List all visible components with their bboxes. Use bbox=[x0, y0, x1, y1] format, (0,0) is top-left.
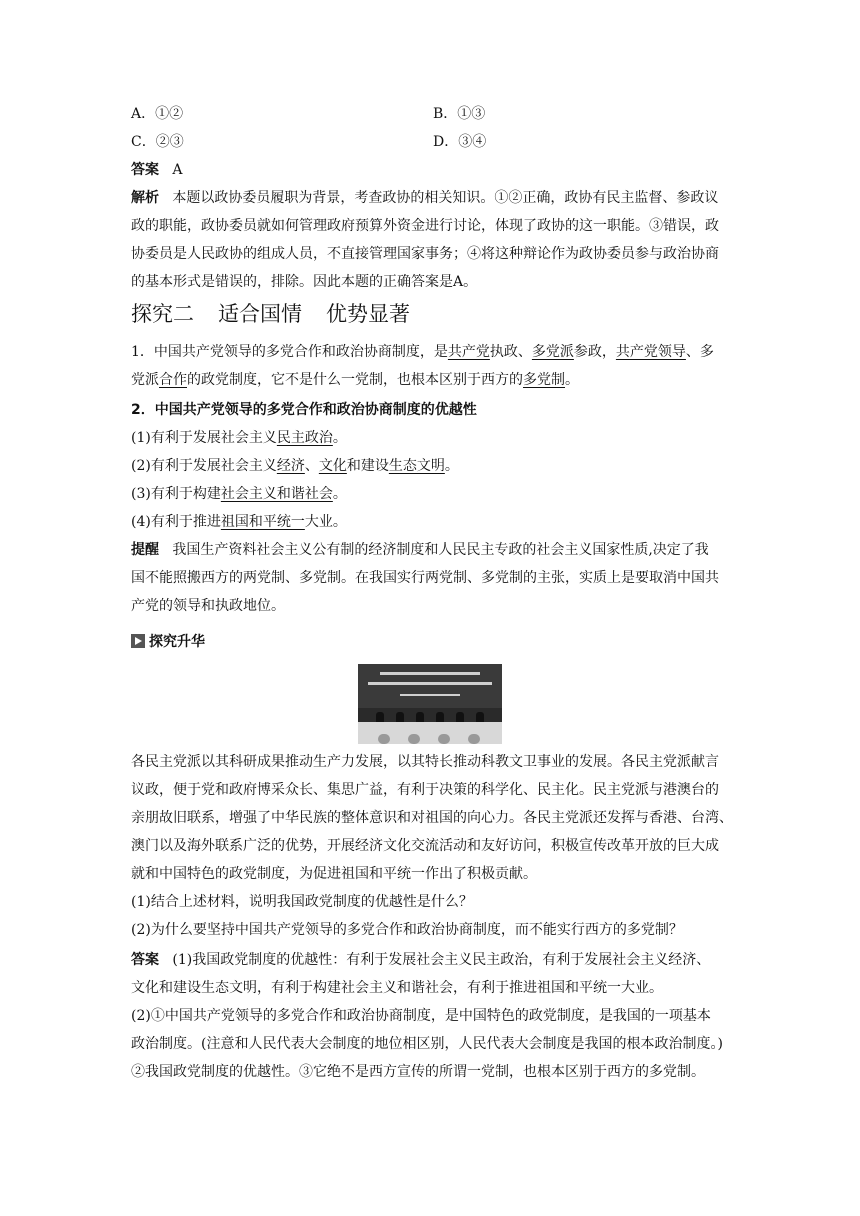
material-line-5: 就和中国特色的政党制度，为促进祖国和平统一作出了积极贡献。 bbox=[131, 866, 537, 882]
analysis-line-3: 协委员是人民政协的组成人员，不直接管理国家事务；④将这种辩论作为政协委员参与政治协商 bbox=[131, 246, 719, 262]
material-line-1: 各民主党派以其科研成果推动生产力发展，以其特长推动科教文卫事业的发展。各民主党派献言 bbox=[131, 754, 719, 770]
option-a: A．①② bbox=[131, 106, 184, 122]
section-heading: 探究二 适合国情 优势显著 bbox=[131, 302, 410, 326]
advantage-3: (3)有利于构建社会主义和谐社会。 bbox=[131, 486, 347, 502]
answer-line bbox=[131, 161, 182, 179]
analysis-line-4: 的基本形式是错误的，排除。因此本题的正确答案是A。 bbox=[131, 274, 478, 290]
option-c: C．②③ bbox=[131, 134, 184, 150]
reminder-line-3: 产党的领导和执政地位。 bbox=[131, 598, 285, 614]
advantage-4: (4)有利于推进祖国和平统一大业。 bbox=[131, 514, 347, 530]
analysis-line-2: 政的职能，政协委员就如何管理政府预算外资金进行讨论，体现了政协的这一职能。③错误，政 bbox=[131, 218, 719, 234]
conference-photo bbox=[358, 664, 502, 744]
analysis-label: 解析 bbox=[131, 190, 159, 206]
answer2-label: 答案 bbox=[131, 952, 159, 968]
reminder-line-1: 提醒 我国生产资料社会主义公有制的经济制度和人民民主专政的社会主义国家性质,决定了我 bbox=[131, 542, 709, 558]
material-line-2: 议政，便于党和政府博采众长、集思广益，有利于决策的科学化、民主化。民主党派与港澳台的 bbox=[131, 782, 719, 798]
section-tag: 探究升华 bbox=[131, 632, 205, 650]
answer2-line-1: 答案 (1)我国政党制度的优越性：有利于发展社会主义民主政治，有利于发展社会主义经济、 bbox=[131, 952, 711, 968]
material-line-3: 亲朋故旧联系，增强了中华民族的整体意识和对祖国的向心力。各民主党派还发挥与香港、台湾、 bbox=[131, 810, 733, 826]
reminder-label: 提醒 bbox=[131, 542, 159, 558]
material-line-4: 澳门以及海外联系广泛的优势，开展经济文化交流活动和友好访问，积极宣传改革开放的巨大成 bbox=[131, 838, 719, 854]
question-1: (1)结合上述材料，说明我国政党制度的优越性是什么？ bbox=[131, 894, 473, 910]
point2-title: 2．中国共产党领导的多党合作和政治协商制度的优越性 bbox=[131, 402, 477, 418]
option-d: D．③④ bbox=[433, 134, 487, 150]
answer2-line-2: 文化和建设生态文明，有利于构建社会主义和谐社会，有利于推进祖国和平统一大业。 bbox=[131, 980, 663, 996]
advantage-2: (2)有利于发展社会主义经济、文化和建设生态文明。 bbox=[131, 458, 459, 474]
point1-line-1: 1．中国共产党领导的多党合作和政治协商制度，是共产党执政、多党派参政，共产党领导、多 bbox=[131, 344, 714, 360]
answer-value: A bbox=[172, 162, 183, 178]
photo-banner bbox=[358, 664, 502, 708]
point1-line-2: 党派合作的政党制度，它不是什么一党制，也根本区别于西方的多党制。 bbox=[131, 372, 579, 388]
advantage-1: (1)有利于发展社会主义民主政治。 bbox=[131, 430, 347, 446]
reminder-line-2: 国不能照搬西方的两党制、多党制。在我国实行两党制、多党制的主张，实质上是要取消中国共 bbox=[131, 570, 719, 586]
option-b: B．①③ bbox=[433, 106, 486, 122]
answer-label: 答案 bbox=[131, 162, 159, 178]
question-2: (2)为什么要坚持中国共产党领导的多党合作和政治协商制度，而不能实行西方的多党制？ bbox=[131, 922, 683, 938]
answer2-line-5: ②我国政党制度的优越性。③它绝不是西方宣传的所谓一党制，也根本区别于西方的多党制。 bbox=[131, 1064, 705, 1080]
answer2-line-3: (2)①中国共产党领导的多党合作和政治协商制度，是中国特色的政党制度，是我国的一项基本 bbox=[131, 1008, 711, 1024]
analysis-line-1: 解析 本题以政协委员履职为背景，考查政协的相关知识。①②正确，政协有民主监督、参政议 bbox=[131, 190, 719, 206]
play-triangle-icon bbox=[131, 634, 145, 648]
answer2-line-4: 政治制度。(注意和人民代表大会制度的地位相区别，人民代表大会制度是我国的根本政治制度。) bbox=[131, 1036, 723, 1052]
